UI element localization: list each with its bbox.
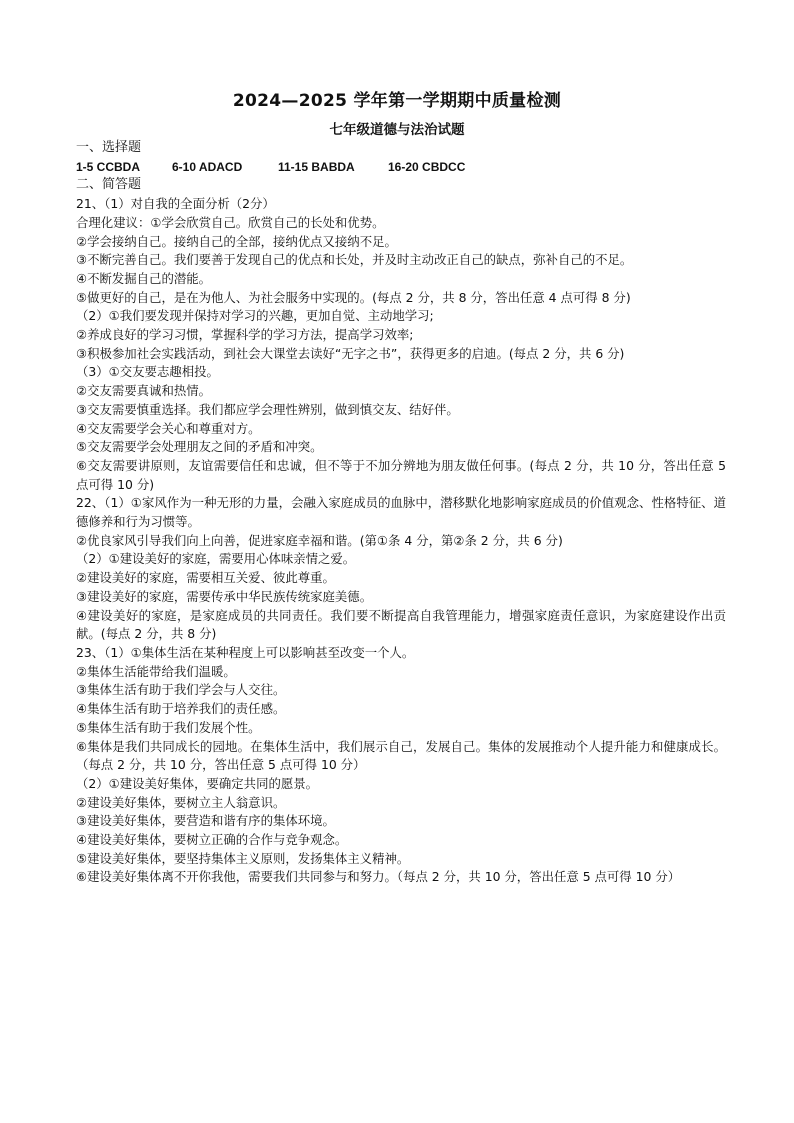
answer-group: 11-15 BABDA	[278, 159, 355, 174]
answer-line: ④建设美好的家庭，是家庭成员的共同责任。我们要不断提高自我管理能力，增强家庭责任意识，为家庭建设作出贡献。(每点 2 分，共 8 分)	[76, 607, 726, 642]
answer-line: （3）①交友要志趣相投。	[76, 364, 219, 380]
answer-line: ②建设美好集体，要树立主人翁意识。	[76, 794, 286, 810]
answer-line: （2）①建设美好集体，要确定共同的愿景。	[76, 775, 319, 791]
answer-line: ⑥建设美好集体离不开你我他，需要我们共同参与和努力。（每点 2 分，共 10 分，答出任意 5 点可得 10 分）	[76, 869, 681, 885]
answer-group: 16-20 CBDCC	[388, 159, 466, 174]
answer-line: 合理化建议：①学会欣赏自己。欣赏自己的长处和优势。	[76, 214, 385, 230]
answer-line: ⑤做更好的自己，是在为他人、为社会服务中实现的。(每点 2 分，共 8 分，答出任意 4 点可得 8 分)	[76, 289, 631, 305]
answer-line: ④不断发掘自己的潜能。	[76, 270, 212, 286]
answer-line: ②建设美好的家庭，需要相互关爱、彼此尊重。	[76, 570, 335, 586]
answer-line: ⑤交友需要学会处理朋友之间的矛盾和冲突。	[76, 439, 323, 455]
answer-line: ②集体生活能带给我们温暖。	[76, 663, 236, 679]
choice-answers	[76, 158, 726, 177]
document-body	[76, 139, 726, 887]
section-heading-short-answer: 二、简答题	[76, 177, 142, 193]
answer-group: 6-10 ADACD	[172, 159, 243, 174]
answer-line: ②优良家风引导我们向上向善，促进家庭幸福和谐。(第①条 4 分，第②条 2 分，共 6 分)	[76, 532, 563, 548]
answer-line: （2）①我们要发现并保持对学习的兴趣，更加自觉、主动地学习;	[76, 308, 434, 324]
answer-line: ③积极参加社会实践活动，到社会大课堂去读好“无字之书”，获得更多的启迪。(每点 2 分，共 6 分)	[76, 345, 625, 361]
answer-line: ③交友需要慎重选择。我们都应学会理性辨别，做到慎交友、结好伴。	[76, 401, 459, 417]
answer-line: （2）①建设美好的家庭，需要用心体味亲情之爱。	[76, 551, 356, 567]
section-heading-choice: 一、选择题	[76, 140, 142, 155]
answer-line: ③建设美好集体，要营造和谐有序的集体环境。	[76, 813, 335, 829]
answer-line: ⑤集体生活有助于我们发展个性。	[76, 719, 261, 735]
answer-line: ③不断完善自己。我们要善于发现自己的优点和长处，并及时主动改正自己的缺点，弥补自己的不足。	[76, 252, 633, 268]
answer-line: 23、（1）①集体生活在某种程度上可以影响甚至改变一个人。	[76, 644, 415, 660]
page-subtitle: 七年级道德与法治试题	[329, 122, 465, 138]
answer-line: ②学会接纳自己。接纳自己的全部，接纳优点又接纳不足。	[76, 233, 397, 249]
answer-line: 21、（1）对自我的全面分析（2分）	[76, 196, 275, 212]
answer-line: 22、（1）①家风作为一种无形的力量，会融入家庭成员的血脉中，潜移默化地影响家庭成员的价值观念、性格特征、道德修养和行为习惯等。	[76, 495, 726, 530]
answer-line: ③建设美好的家庭，需要传承中华民族传统家庭美德。	[76, 588, 373, 604]
answer-group: 1-5 CCBDA	[76, 159, 141, 174]
answer-line: ⑥交友需要讲原则，友谊需要信任和忠诚，但不等于不加分辨地为朋友做任何事。(每点 2 分，共 10 分，答出任意 5 点可得 10 分)	[76, 457, 726, 492]
answer-line: ④交友需要学会关心和尊重对方。	[76, 420, 261, 436]
answer-line: ⑥集体是我们共同成长的园地。在集体生活中，我们展示自己，发展自己。集体的发展推动个人提升能力和健康成长。（每点 2 分，共 10 分，答出任意 5 点可得 10 分）	[76, 738, 726, 773]
answer-line: ②养成良好的学习习惯，掌握科学的学习方法，提高学习效率;	[76, 327, 414, 343]
answer-line: ④建设美好集体，要树立正确的合作与竞争观念。	[76, 832, 348, 848]
answer-line: ②交友需要真诚和热情。	[76, 383, 212, 399]
answer-line: ③集体生活有助于我们学会与人交往。	[76, 682, 286, 698]
answer-line: ⑤建设美好集体，要坚持集体主义原则，发扬集体主义精神。	[76, 850, 410, 866]
answer-line: ④集体生活有助于培养我们的责任感。	[76, 701, 286, 717]
page-title: 2024—2025 学年第一学期期中质量检测	[232, 91, 562, 111]
